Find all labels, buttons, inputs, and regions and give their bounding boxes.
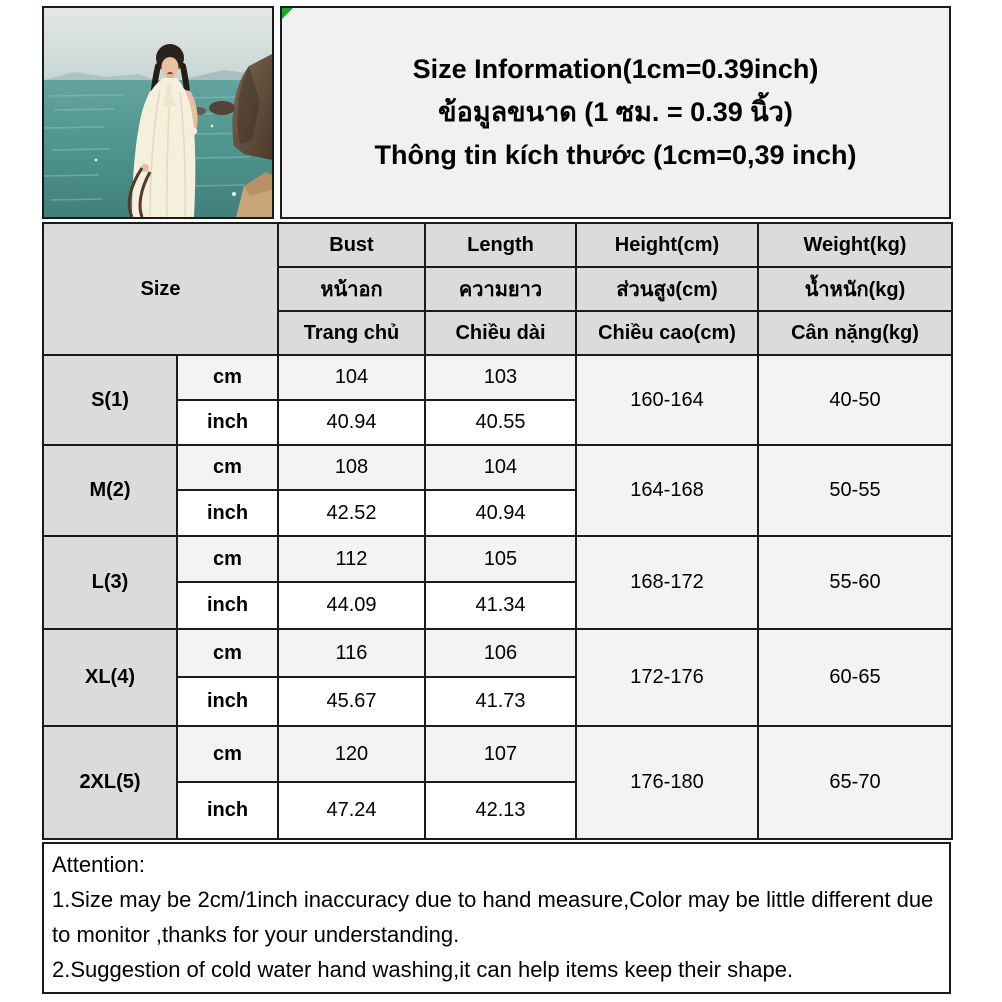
weight-range: 40-50 bbox=[758, 355, 952, 445]
unit-label-cm: cm bbox=[177, 726, 278, 782]
title-thai: ข้อมูลขนาด (1 ซม. = 0.39 นิ้ว) bbox=[438, 97, 793, 127]
size-label: L(3) bbox=[43, 536, 177, 629]
col-header-length-en: Length bbox=[425, 223, 576, 267]
bust-cm-value: 108 bbox=[278, 445, 425, 490]
unit-label-cm: cm bbox=[177, 355, 278, 400]
bust-inch-value: 40.94 bbox=[278, 400, 425, 445]
unit-label-cm: cm bbox=[177, 629, 278, 677]
col-header-weight-th: น้ำหนัก(kg) bbox=[758, 267, 952, 311]
bust-inch-value: 44.09 bbox=[278, 582, 425, 629]
product-photo bbox=[42, 6, 274, 219]
col-header-height-en: Height(cm) bbox=[576, 223, 758, 267]
height-range: 160-164 bbox=[576, 355, 758, 445]
weight-range: 50-55 bbox=[758, 445, 952, 536]
height-range: 168-172 bbox=[576, 536, 758, 629]
col-header-weight-vi: Cân nặng(kg) bbox=[758, 311, 952, 355]
col-header-height-vi: Chiều cao(cm) bbox=[576, 311, 758, 355]
bust-cm-value: 116 bbox=[278, 629, 425, 677]
col-header-weight-en: Weight(kg) bbox=[758, 223, 952, 267]
row-s-cm bbox=[43, 355, 952, 400]
weight-range: 55-60 bbox=[758, 536, 952, 629]
title-box bbox=[280, 6, 951, 219]
attention-note-1: 1.Size may be 2cm/1inch inaccuracy due to hand measure,Color may be little different due to monitor ,thanks for your understanding. bbox=[52, 887, 934, 947]
weight-range: 65-70 bbox=[758, 726, 952, 839]
bust-cm-value: 120 bbox=[278, 726, 425, 782]
size-label: XL(4) bbox=[43, 629, 177, 726]
attention-heading: Attention: bbox=[52, 852, 145, 877]
unit-label-inch: inch bbox=[177, 677, 278, 726]
size-table bbox=[42, 222, 953, 840]
size-label: S(1) bbox=[43, 355, 177, 445]
size-chart-content bbox=[42, 6, 951, 994]
sea-model-illustration bbox=[44, 8, 272, 217]
length-cm-value: 105 bbox=[425, 536, 576, 582]
size-corner-label: Size bbox=[43, 223, 278, 355]
length-inch-value: 42.13 bbox=[425, 782, 576, 839]
bust-inch-value: 45.67 bbox=[278, 677, 425, 726]
rock-small bbox=[209, 101, 235, 115]
title-vietnamese: Thông tin kích thước (1cm=0,39 inch) bbox=[374, 140, 857, 170]
row-l-cm bbox=[43, 536, 952, 582]
unit-label-inch: inch bbox=[177, 490, 278, 536]
weight-range: 60-65 bbox=[758, 629, 952, 726]
length-inch-value: 41.34 bbox=[425, 582, 576, 629]
length-cm-value: 106 bbox=[425, 629, 576, 677]
col-header-height-th: ส่วนสูง(cm) bbox=[576, 267, 758, 311]
length-cm-value: 107 bbox=[425, 726, 576, 782]
unit-label-inch: inch bbox=[177, 782, 278, 839]
top-row bbox=[42, 6, 951, 219]
row-m-cm bbox=[43, 445, 952, 490]
row-2xl-cm bbox=[43, 726, 952, 782]
col-header-bust-th: หน้าอก bbox=[278, 267, 425, 311]
hand-left bbox=[141, 164, 149, 172]
title-english: Size Information(1cm=0.39inch) bbox=[412, 54, 819, 84]
unit-label-cm: cm bbox=[177, 445, 278, 490]
length-cm-value: 104 bbox=[425, 445, 576, 490]
bust-inch-value: 42.52 bbox=[278, 490, 425, 536]
height-range: 172-176 bbox=[576, 629, 758, 726]
attention-note-2: 2.Suggestion of cold water hand washing,it can help items keep their shape. bbox=[52, 957, 794, 982]
unit-label-inch: inch bbox=[177, 400, 278, 445]
attention-box bbox=[42, 842, 951, 994]
col-header-length-vi: Chiều dài bbox=[425, 311, 576, 355]
unit-label-inch: inch bbox=[177, 582, 278, 629]
length-inch-value: 40.94 bbox=[425, 490, 576, 536]
size-label: M(2) bbox=[43, 445, 177, 536]
bust-cm-value: 112 bbox=[278, 536, 425, 582]
col-header-length-th: ความยาว bbox=[425, 267, 576, 311]
bust-cm-value: 104 bbox=[278, 355, 425, 400]
header-row-en bbox=[43, 223, 952, 267]
bust-inch-value: 47.24 bbox=[278, 782, 425, 839]
length-cm-value: 103 bbox=[425, 355, 576, 400]
unit-label-cm: cm bbox=[177, 536, 278, 582]
height-range: 176-180 bbox=[576, 726, 758, 839]
col-header-bust-vi: Trang chủ bbox=[278, 311, 425, 355]
height-range: 164-168 bbox=[576, 445, 758, 536]
row-xl-cm bbox=[43, 629, 952, 677]
length-inch-value: 41.73 bbox=[425, 677, 576, 726]
col-header-bust-en: Bust bbox=[278, 223, 425, 267]
length-inch-value: 40.55 bbox=[425, 400, 576, 445]
size-label: 2XL(5) bbox=[43, 726, 177, 839]
comment-marker-triangle bbox=[282, 8, 293, 19]
